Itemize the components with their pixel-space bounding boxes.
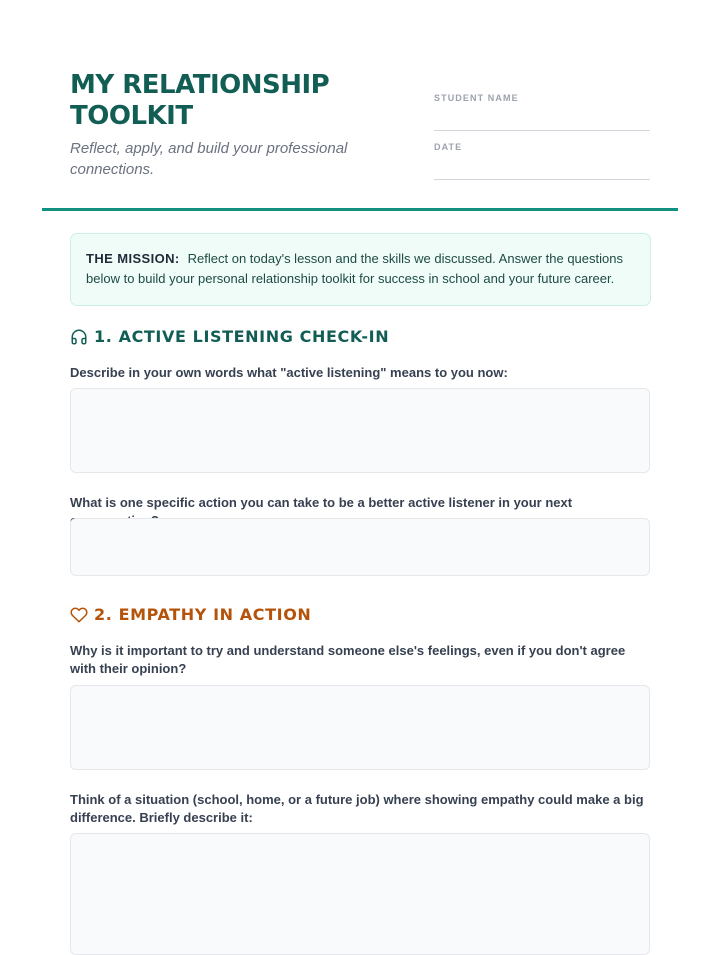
section-title-empathy (70, 605, 311, 624)
answer-box-active-listening-meaning[interactable] (70, 388, 650, 473)
date-field[interactable] (434, 142, 650, 180)
answer-box-empathy-importance[interactable] (70, 685, 650, 770)
section-title-active-listening (70, 327, 389, 346)
mission-callout (70, 233, 651, 306)
student-name-field[interactable] (434, 93, 650, 131)
page-title: MY RELATIONSHIP TOOLKIT (70, 70, 330, 131)
header-divider (42, 208, 678, 211)
question-active-listening-action: What is one specific action you can take to be a better active listener in your next (70, 495, 573, 510)
headphones-icon (70, 328, 88, 346)
question-empathy-situation: Think of a situation (school, home, or a future job) where showing empathy could make a big difference. Briefly describe it: (70, 792, 644, 825)
question-active-listening-meaning: Describe in your own words what "active listening" means to you now: (70, 365, 508, 380)
mission-label: THE MISSION: (86, 251, 180, 266)
answer-box-active-listening-action[interactable] (70, 518, 650, 576)
section-title-text: 2. EMPATHY IN ACTION (94, 605, 312, 624)
student-name-label: STUDENT NAME (434, 93, 519, 103)
mission-text: Reflect on today's lesson and the skills we discussed. Answer the questions below to build your personal relationship toolkit for success in school and your future career. (86, 251, 623, 286)
answer-box-empathy-situation[interactable] (70, 833, 650, 955)
date-line[interactable] (434, 179, 650, 180)
page-subtitle: Reflect, apply, and build your professional connections. (70, 140, 348, 178)
student-name-line[interactable] (434, 130, 650, 131)
question-empathy-importance: Why is it important to try and understand someone else's feelings, even if you don't agree with their opinion? (70, 643, 626, 676)
heart-icon (70, 606, 88, 624)
section-title-text: 1. ACTIVE LISTENING CHECK-IN (94, 327, 390, 346)
date-label: DATE (434, 142, 463, 152)
